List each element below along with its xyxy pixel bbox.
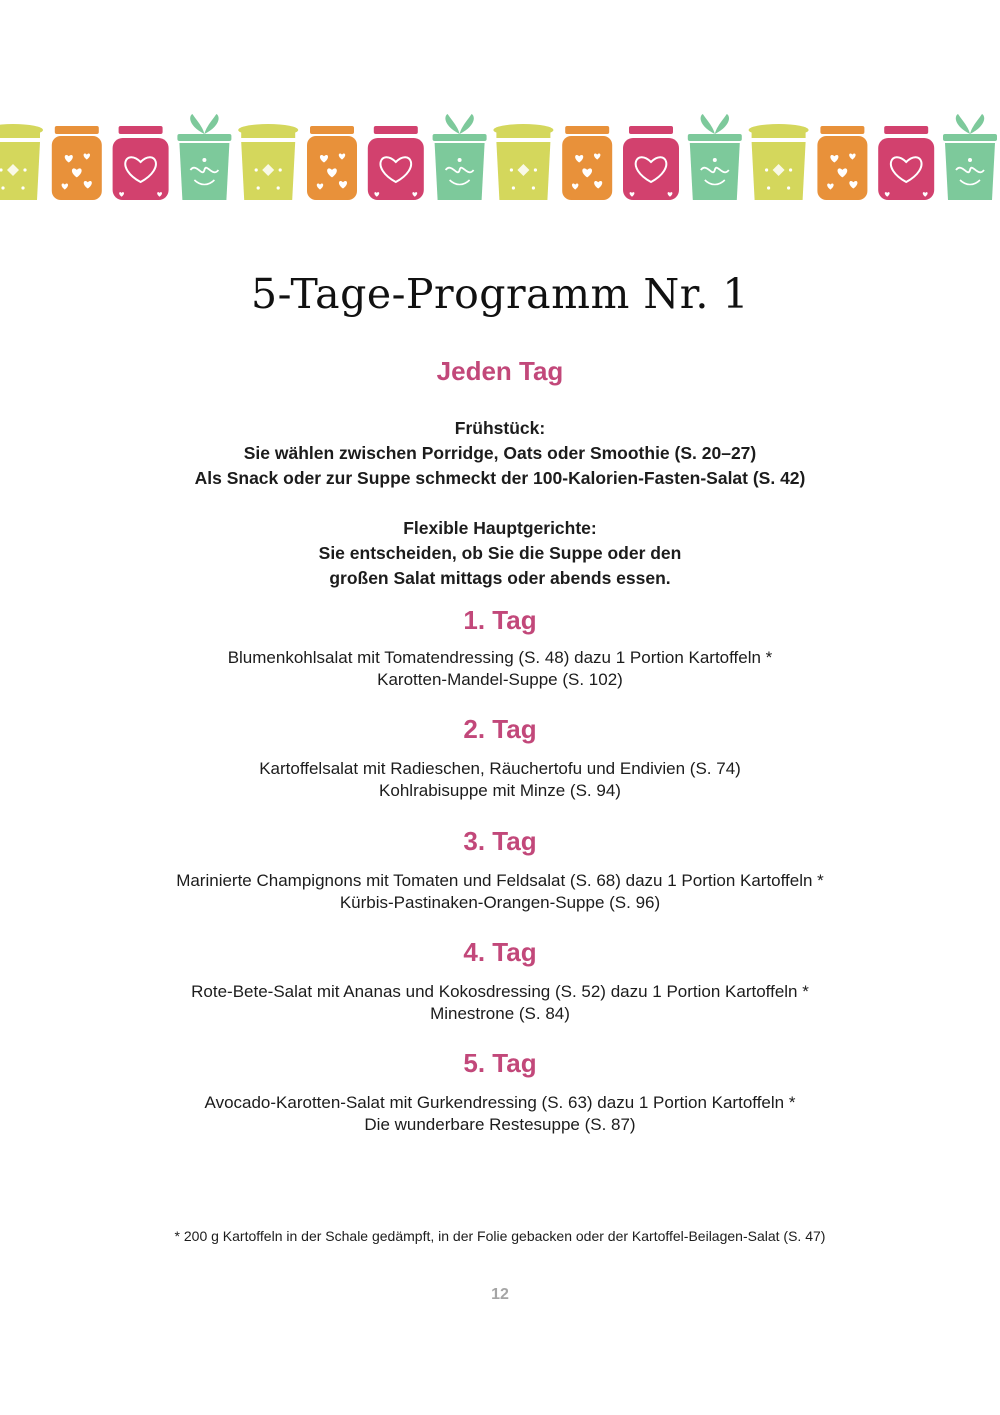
breakfast-line-1: Sie wählen zwischen Porridge, Oats oder Smoothie (S. 20–27) xyxy=(243,443,757,463)
jar-icon xyxy=(817,126,867,200)
day-2-soup: Kohlrabisuppe mit Minze (S. 94) xyxy=(379,781,621,800)
day-5-salad: Avocado-Karotten-Salat mit Gurkendressing (S. 63) dazu 1 Portion Kartoffeln * xyxy=(204,1093,796,1112)
page-title: 5-Tage-Programm Nr. 1 xyxy=(250,270,749,318)
jar-icon xyxy=(943,114,997,200)
footnote: * 200 g Kartoffeln in der Schale gedämpft, in der Folie gebacken oder der Kartoffel-Beilagen-Salat (S. 47) xyxy=(174,1228,826,1244)
breakfast-label: Frühstück: xyxy=(454,418,546,438)
jar-icon xyxy=(493,124,553,200)
day-3-salad: Marinierte Champignons mit Tomaten und Feldsalat (S. 68) dazu 1 Portion Kartoffeln * xyxy=(176,871,824,890)
jar-icon xyxy=(749,124,809,200)
jar-icon xyxy=(307,126,357,200)
jar-icon xyxy=(52,126,102,200)
breakfast-line-2: Als Snack oder zur Suppe schmeckt der 100-Kalorien-Fasten-Salat (S. 42) xyxy=(194,468,806,488)
jar-icon xyxy=(878,126,934,200)
day-1-soup: Karotten-Mandel-Suppe (S. 102) xyxy=(377,670,623,689)
main-dishes-label: Flexible Hauptgerichte: xyxy=(403,518,597,538)
day-2-heading: 2. Tag xyxy=(463,714,537,744)
jar-icon xyxy=(433,114,487,200)
section-heading-every-day: Jeden Tag xyxy=(436,356,564,386)
day-1-salad: Blumenkohlsalat mit Tomatendressing (S. 48) dazu 1 Portion Kartoffeln * xyxy=(227,648,773,667)
day-4-soup: Minestrone (S. 84) xyxy=(430,1004,570,1023)
day-3-soup: Kürbis-Pastinaken-Orangen-Suppe (S. 96) xyxy=(339,893,661,912)
jar-icon xyxy=(0,124,43,200)
day-1-heading: 1. Tag xyxy=(463,605,537,635)
day-5-heading: 5. Tag xyxy=(463,1048,537,1078)
jar-icon xyxy=(368,126,424,200)
jar-icon-strip xyxy=(0,112,1000,204)
day-5-soup: Die wunderbare Restesuppe (S. 87) xyxy=(364,1115,636,1134)
main-dishes-line-1: Sie entscheiden, ob Sie die Suppe oder den xyxy=(318,543,682,563)
day-2-salad: Kartoffelsalat mit Radieschen, Räuchertofu und Endivien (S. 74) xyxy=(259,759,741,778)
day-3-heading: 3. Tag xyxy=(463,826,537,856)
day-4-heading: 4. Tag xyxy=(463,937,537,967)
day-4-salad: Rote-Bete-Salat mit Ananas und Kokosdressing (S. 52) dazu 1 Portion Kartoffeln * xyxy=(191,982,809,1001)
jar-icon xyxy=(177,114,231,200)
jar-icon xyxy=(113,126,169,200)
jar-icon xyxy=(623,126,679,200)
jar-icon xyxy=(238,124,298,200)
jar-border-decoration xyxy=(0,112,1000,204)
page-number: 12 xyxy=(491,1286,509,1303)
main-dishes-line-2: großen Salat mittags oder abends essen. xyxy=(329,568,671,588)
jar-icon xyxy=(562,126,612,200)
jar-icon xyxy=(688,114,742,200)
